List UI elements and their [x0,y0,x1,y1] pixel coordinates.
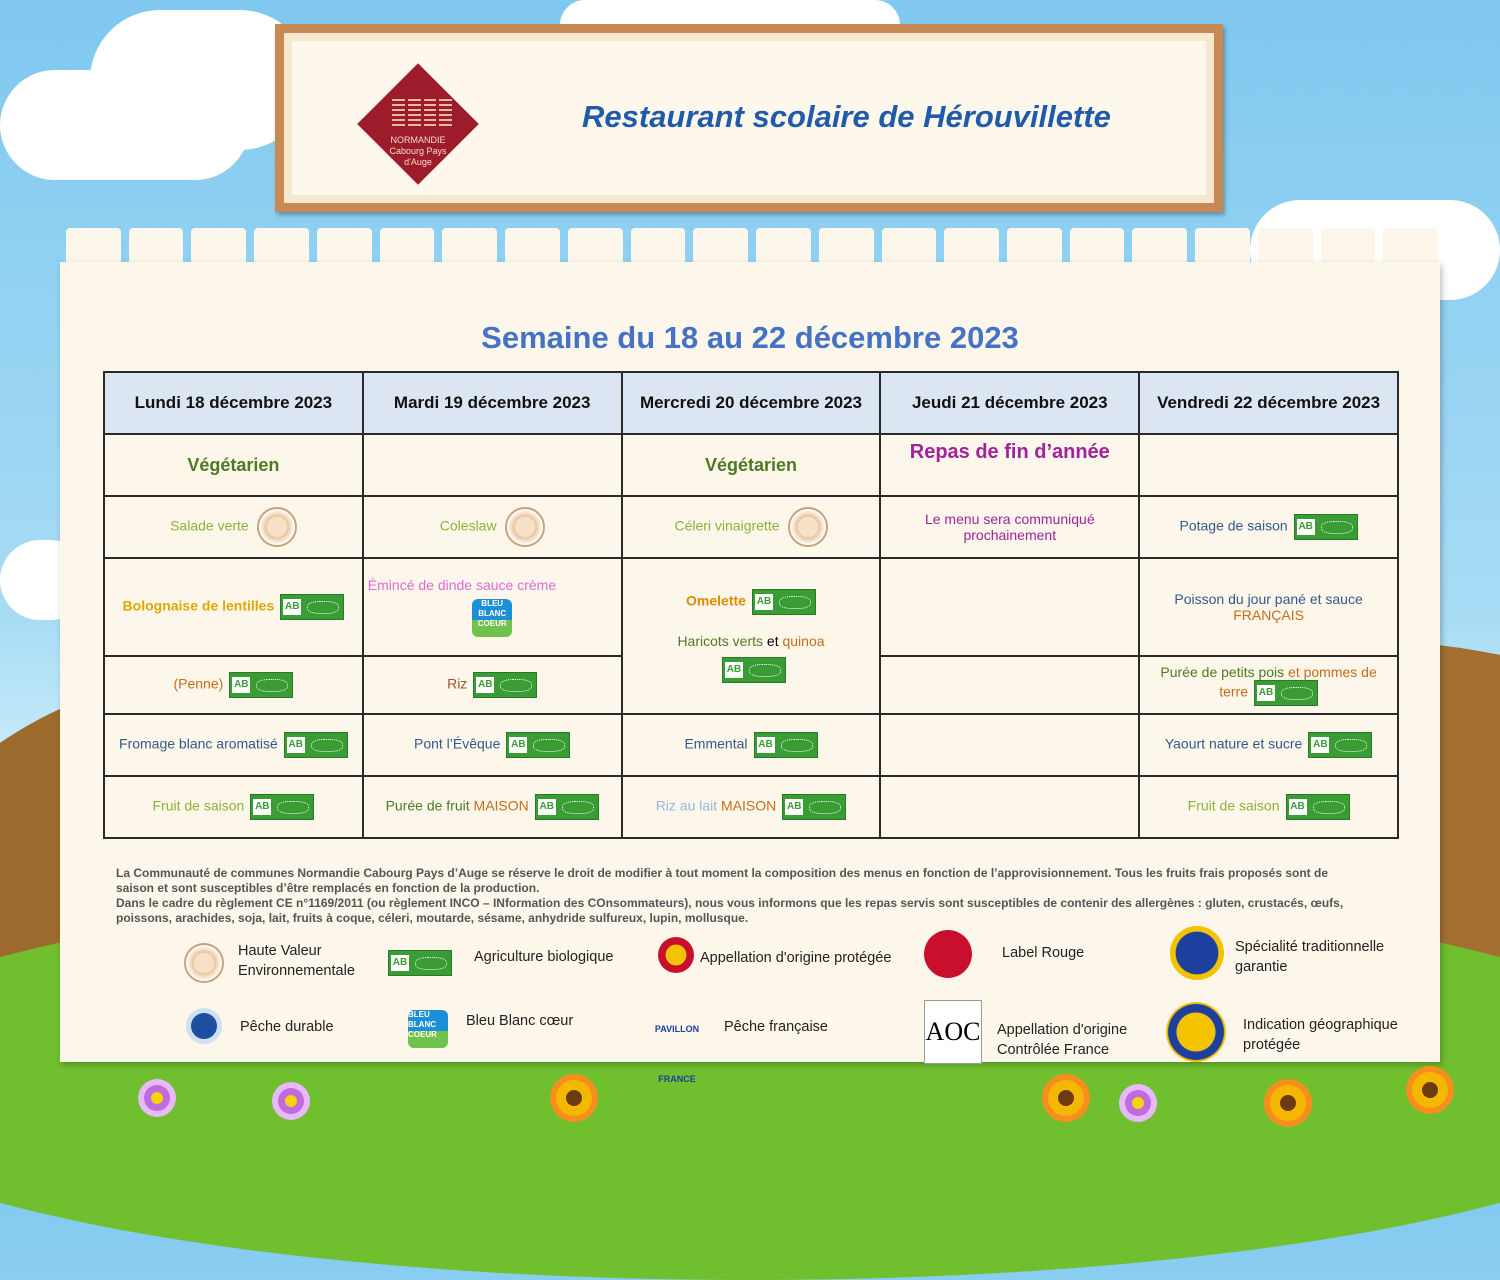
menu-cell [1139,714,1398,776]
organic-ab-icon [1254,680,1318,706]
flower [1270,1085,1306,1121]
menu-cell [104,558,363,656]
legend-hve: Haute Valeur Environnementale [238,943,355,979]
menu-cell [363,558,622,656]
flower [556,1080,592,1116]
table-header-row [104,372,1398,434]
dish: Pont l’Évêque [413,735,501,752]
organic-ab-icon [1294,514,1358,540]
menu-cell [622,496,881,558]
dish: Coleslaw [439,517,497,534]
legend-igp: Indication géographique protégée [1243,1017,1398,1053]
aoc-icon: AOC [924,1000,982,1064]
legend-pf: Pêche française [724,1019,828,1035]
dish: Omelette [686,592,746,609]
legend-peche-durable: Pêche durable [240,1019,334,1035]
flower [144,1085,170,1111]
menu-cell [880,776,1139,838]
pavillon-france-icon: PAVILLON FRANCE [654,1024,700,1084]
organic-ab-icon [506,732,570,758]
flower [1412,1072,1448,1108]
menu-cell [1139,656,1398,714]
menu-cell: Le menu sera communiqué prochainement [880,496,1139,558]
menu-cell [880,714,1139,776]
legend-stg: Spécialité traditionnelle garantie [1235,939,1385,975]
legend-aoc: Appellation d'origine Contrôlée France [997,1022,1128,1058]
organic-ab-icon [722,657,786,683]
flower [278,1088,304,1114]
dish: Purée de petits pois [1160,664,1285,680]
page-title: Restaurant scolaire de Hérouvillette [582,99,1111,134]
hve-icon [505,507,545,547]
menu-cell [363,776,622,838]
theme-row [104,434,1398,496]
dish: Poisson du jour pané et sauce [1174,591,1363,607]
dish: Fruit de saison [1187,797,1280,814]
menu-cell [622,714,881,776]
hve-icon [788,507,828,547]
peche-durable-icon [186,1008,222,1044]
dish: Haricots verts [677,633,764,649]
dish: Emmental [684,735,748,752]
menu-cell [104,776,363,838]
organic-ab-icon [535,794,599,820]
organic-ab-icon [1286,794,1350,820]
legend-bbc: Bleu Blanc cœur [466,1013,574,1029]
dish: Bolognaise de lentilles [122,597,275,614]
organic-ab-icon [782,794,846,820]
organic-ab-icon [754,732,818,758]
menu-cell [363,656,622,714]
hve-icon [184,943,224,983]
day-header: Jeudi 21 décembre 2023 [880,372,1139,434]
week-title: Semaine du 18 au 22 décembre 2023 [481,320,1019,355]
theme-cell [1139,434,1398,496]
dish: Yaourt nature et sucre [1164,735,1303,752]
menu-cell [104,714,363,776]
theme-cell [363,434,622,496]
aop-icon [658,937,694,973]
dish: (Penne) [173,675,224,692]
igp-icon [1166,1002,1226,1062]
dish: Fruit de saison [152,797,245,814]
dessert-row [104,776,1398,838]
menu-cell [1139,496,1398,558]
menu-cell [104,656,363,714]
day-header: Vendredi 22 décembre 2023 [1139,372,1398,434]
menu-cell [363,714,622,776]
dish: Riz au lait [655,797,718,814]
theme-cell: Repas de fin d’année [880,434,1139,496]
legend-ab: Agriculture biologique [474,949,614,965]
menu-cell [880,656,1139,714]
dish: et pommes de terre [1219,664,1377,700]
label-rouge-icon [924,930,972,978]
organic-ab-icon [1308,732,1372,758]
starter-row [104,496,1398,558]
dish: Émincé de dinde sauce crème [367,577,557,593]
header-banner [275,24,1223,212]
dish: Potage de saison [1179,517,1288,534]
logo-bars [392,99,452,129]
disclaimer [116,866,1366,926]
day-header: Mardi 19 décembre 2023 [363,372,622,434]
theme-cell: Végétarien [622,434,881,496]
organic-ab-icon [752,589,816,615]
stg-icon [1170,926,1224,980]
organic-ab-icon [280,594,344,620]
dish-origin: FRANÇAIS [1233,607,1304,623]
hve-icon [257,507,297,547]
menu-cell [622,776,881,838]
flower [1125,1090,1151,1116]
disclaimer-line: Dans le cadre du règlement CE n°1169/2011 (ou règlement INCO – INformation des COnsommateurs), nous vous informons que les repas servis sont susceptibles de contenir des allergènes : gluten, crustacés, œufs, poissons, arachides, soja, lait, fruits à coque, céleri, moutarde, sésame, anhydride sulfureux, lupin, mollusque. [116,896,1344,925]
menu-cell [622,558,881,714]
dairy-row [104,714,1398,776]
menu-table [103,371,1399,839]
organic-ab-icon [388,950,452,976]
menu-cell [1139,558,1398,656]
flower [1048,1080,1084,1116]
menu-cell [880,558,1139,656]
dish-tag: MAISON [473,797,529,814]
organic-ab-icon [250,794,314,820]
legend-aop: Appellation d'origine protégée [700,950,892,966]
organic-ab-icon [473,672,537,698]
logo-name: NORMANDIE [390,135,446,145]
menu-cell [363,496,622,558]
logo-sub: Cabourg Pays d'Auge [389,146,447,167]
dish: Céleri vinaigrette [674,517,780,534]
dish: Fromage blanc aromatisé [119,735,278,752]
legend-lr: Label Rouge [1002,945,1085,961]
organic-ab-icon [284,732,348,758]
organic-ab-icon [229,672,293,698]
bleu-blanc-coeur-icon: BLEU BLANC COEUR [408,1010,448,1048]
dish: quinoa [782,633,825,649]
bleu-blanc-coeur-icon: BLEU BLANC COEUR [472,599,512,637]
menu-cell [1139,776,1398,838]
day-header: Lundi 18 décembre 2023 [104,372,363,434]
dish: Salade verte [170,517,249,534]
dish-tag: MAISON [721,797,777,814]
disclaimer-line: La Communauté de communes Normandie Cabourg Pays d’Auge se réserve le droit de modifier à tout moment la composition des menus en fonction de l’approvisionnement. Tous les fruits frais proposés sont de saison et sont susceptibles d’être remplacés en fonction de la production. [116,866,1328,895]
logo-text [378,135,458,168]
day-header: Mercredi 20 décembre 2023 [622,372,881,434]
dish-conj: et [766,633,779,649]
dish: Riz [447,675,468,692]
theme-cell: Végétarien [104,434,363,496]
main-row [104,558,1398,656]
menu-cell [104,496,363,558]
dish: Purée de fruit [385,797,470,814]
